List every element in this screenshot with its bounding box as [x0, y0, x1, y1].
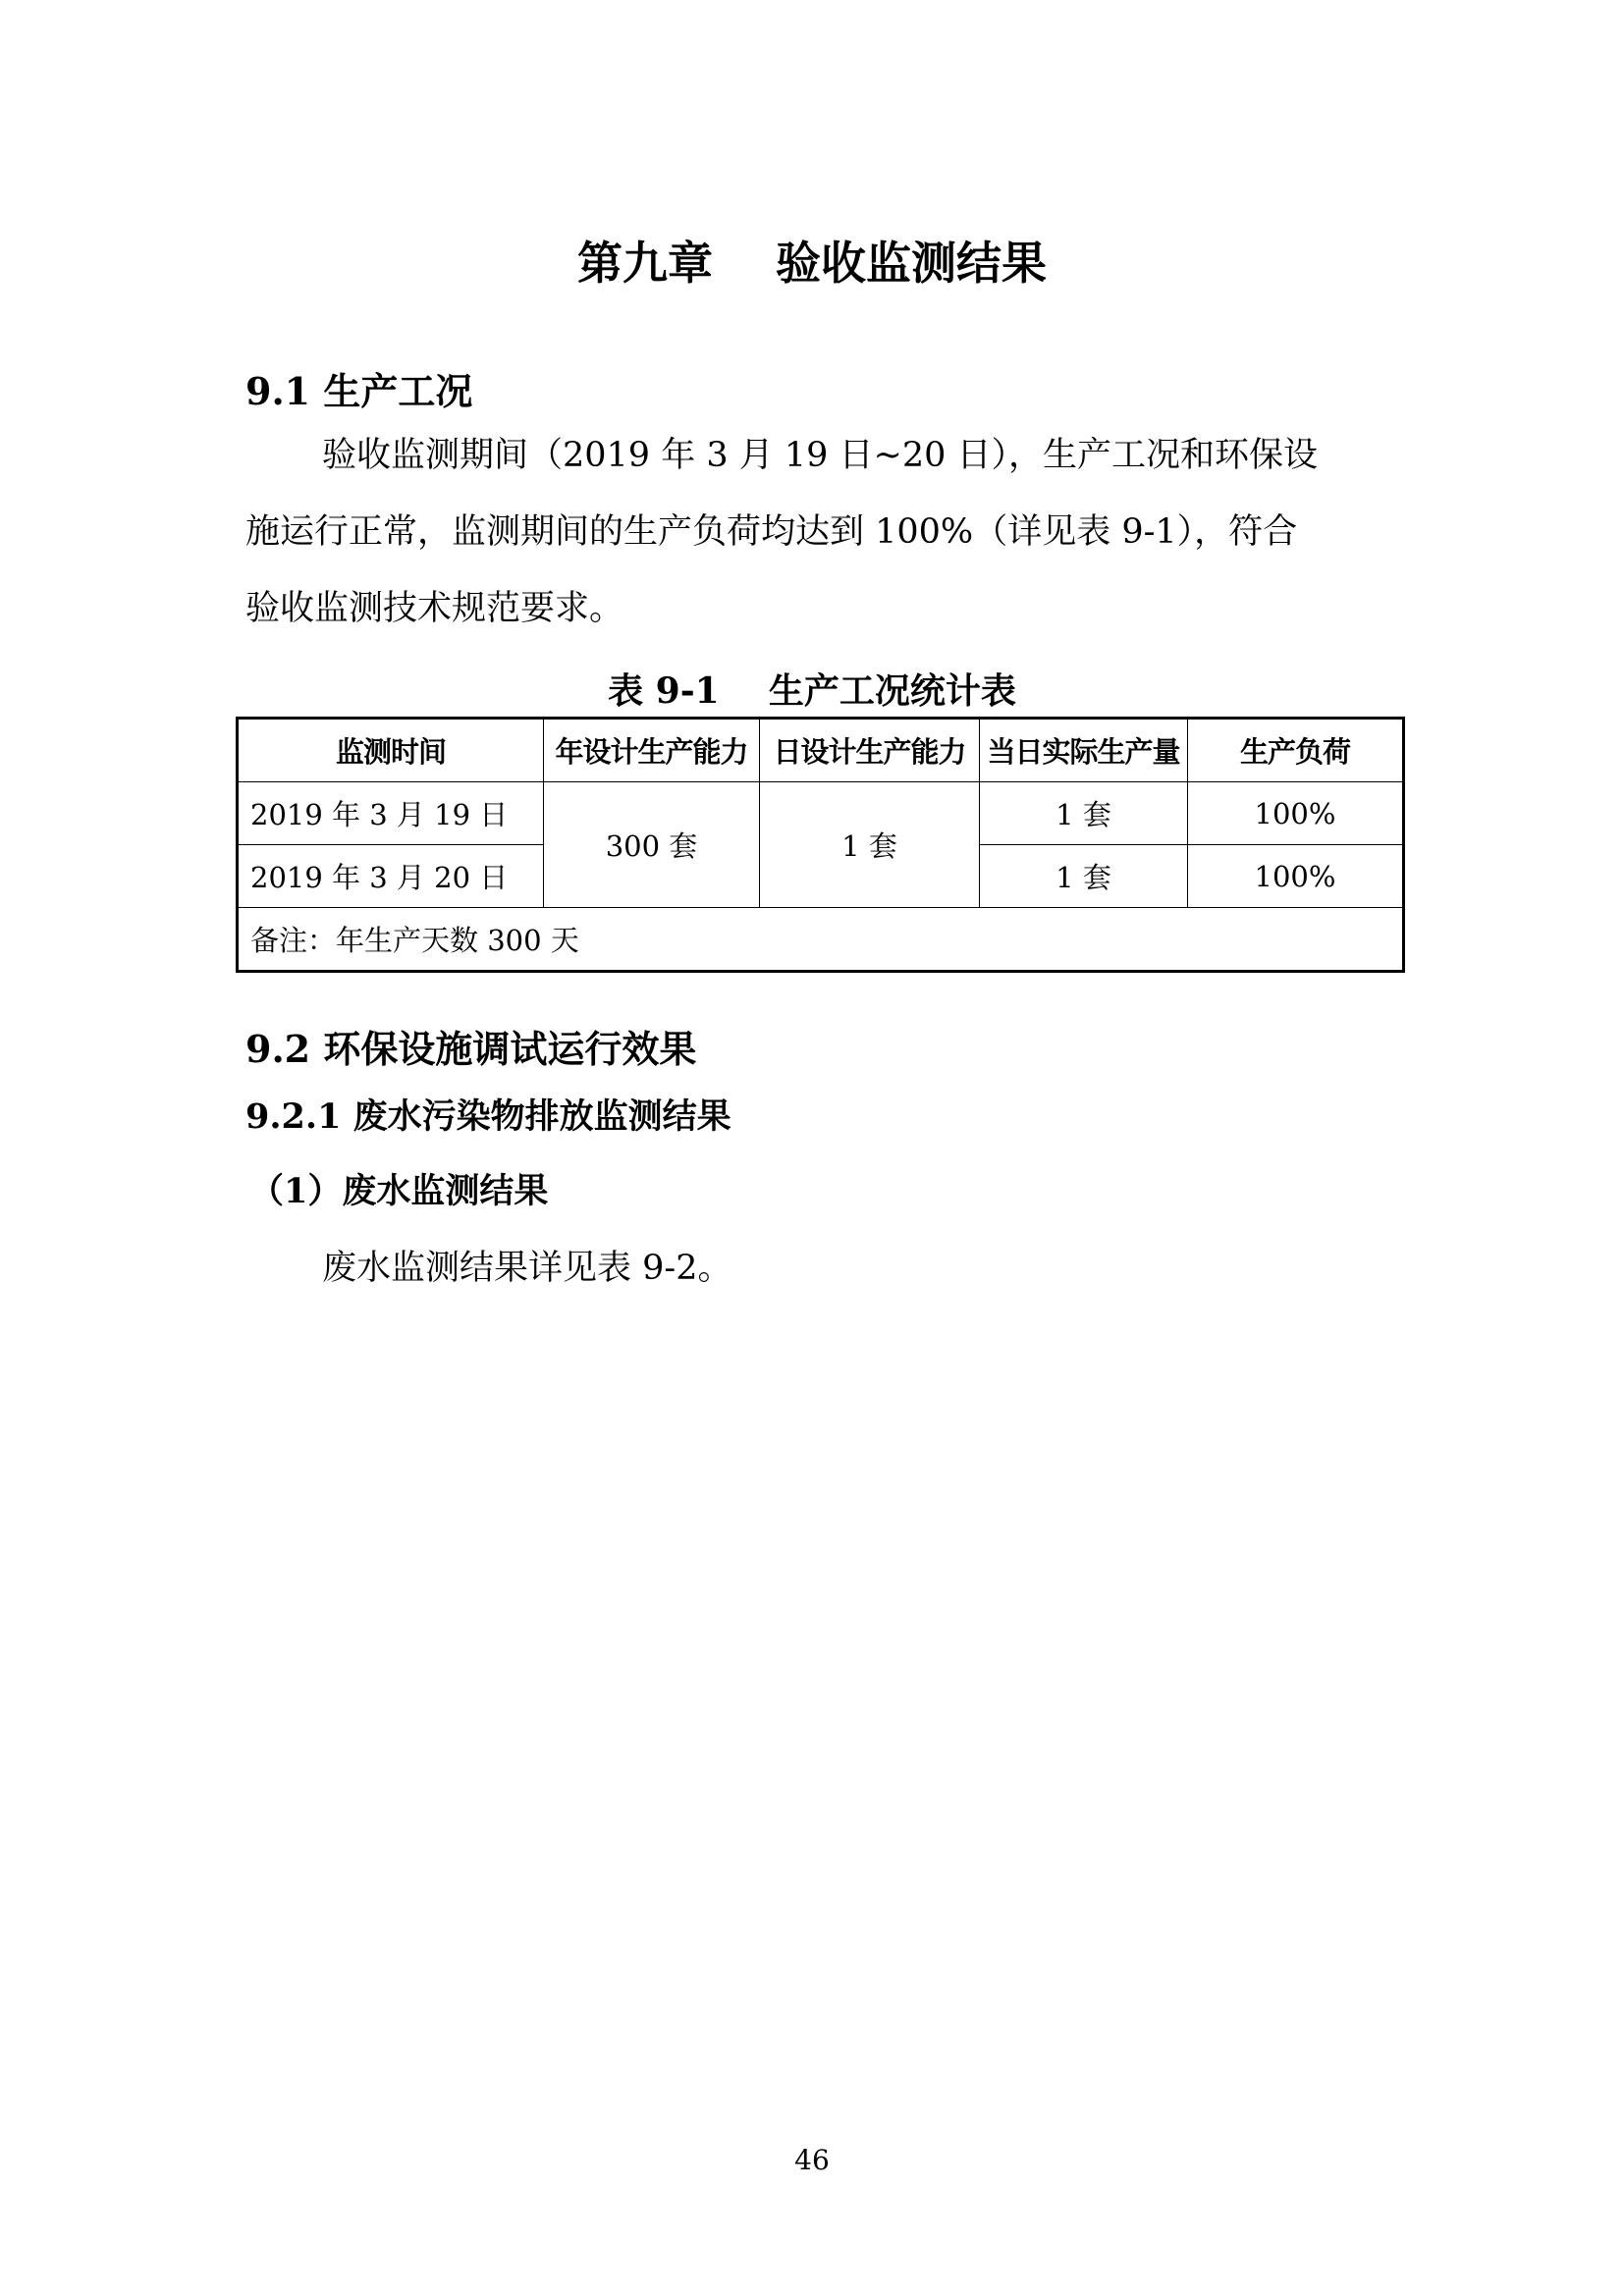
- row-date: 2019 年 3 月 19 日: [238, 782, 544, 845]
- table-row: [238, 782, 1404, 845]
- paragraph-line-3: 验收监测技术规范要求。: [245, 589, 624, 628]
- table-caption: 表 9-1 生产工况统计表: [608, 670, 1016, 712]
- page-number: 46: [794, 2144, 830, 2176]
- annual-capacity-cell: 300 套: [544, 782, 760, 908]
- item-1-heading: （1）废水监测结果: [249, 1171, 549, 1211]
- header-daily-capacity: 日设计生产能力: [760, 719, 980, 782]
- header-production-load: 生产负荷: [1188, 719, 1404, 782]
- section-9-1-heading: 9.1 生产工况: [245, 369, 473, 413]
- chapter-title: 第九章 验收监测结果: [576, 237, 1048, 290]
- header-monitor-time: 监测时间: [238, 719, 544, 782]
- row-load: 100%: [1188, 782, 1404, 845]
- production-stats-table: [236, 717, 1405, 973]
- row-load: 100%: [1188, 845, 1404, 908]
- paragraph-line-2: 施运行正常，监测期间的生产负荷均达到 100%（详见表 9-1），符合: [245, 512, 1298, 552]
- table-note: 备注：年生产天数 300 天: [238, 908, 1404, 972]
- table-note-row: [238, 908, 1404, 972]
- section-9-2-heading: 9.2 环保设施调试运行效果: [245, 1027, 697, 1071]
- item-1-text: 废水监测结果详见表 9-2。: [322, 1249, 732, 1288]
- table-header-row: [238, 719, 1404, 782]
- header-annual-capacity: 年设计生产能力: [544, 719, 760, 782]
- row-actual-output: 1 套: [980, 782, 1188, 845]
- paragraph-line-1: 验收监测期间（2019 年 3 月 19 日~20 日），生产工况和环保设: [322, 436, 1318, 475]
- header-actual-output: 当日实际生产量: [980, 719, 1188, 782]
- section-9-2-1-heading: 9.2.1 废水污染物排放监测结果: [245, 1096, 731, 1137]
- row-actual-output: 1 套: [980, 845, 1188, 908]
- daily-capacity-cell: 1 套: [760, 782, 980, 908]
- row-date: 2019 年 3 月 20 日: [238, 845, 544, 908]
